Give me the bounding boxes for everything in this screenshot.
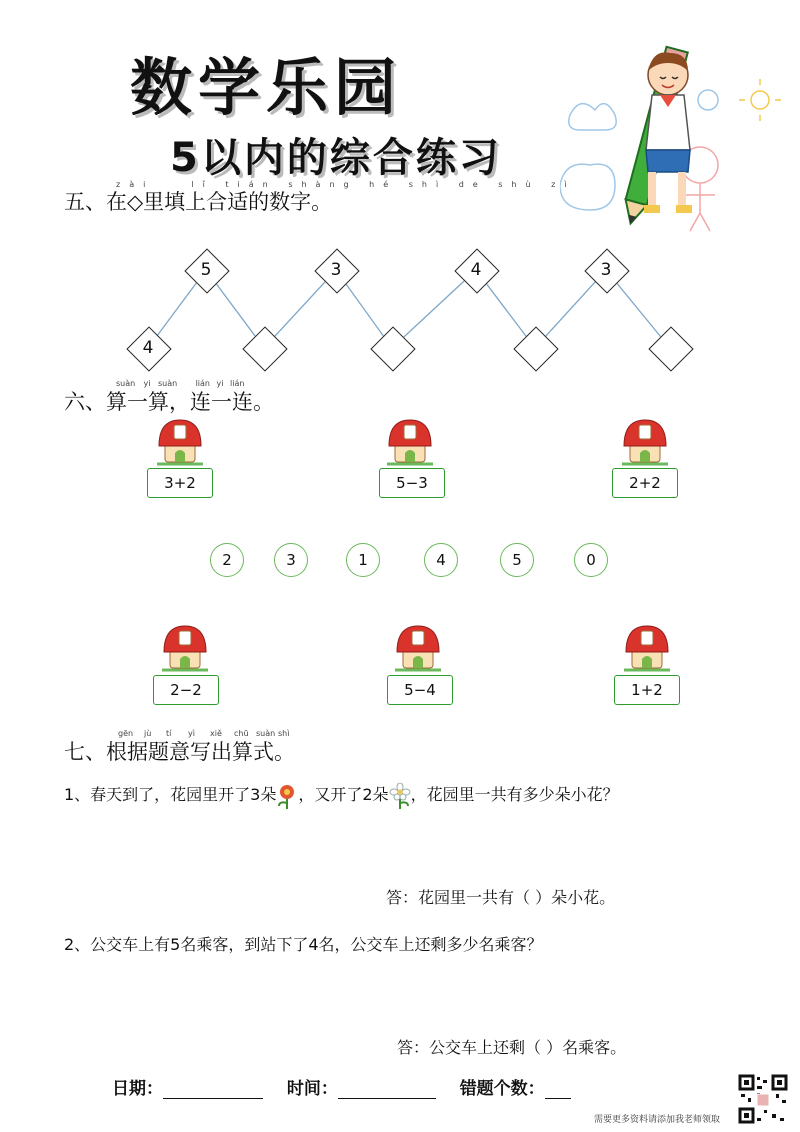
diamond-number: 3	[330, 260, 342, 280]
question-1-text: ，花园里一共有多少朵小花？	[410, 785, 619, 804]
page-subtitle: 5以内的综合练习	[170, 135, 502, 181]
number-circle[interactable]: 4	[424, 543, 458, 577]
expression-card[interactable]: 3+2	[147, 468, 213, 498]
mushroom-house-icon	[622, 624, 672, 674]
question-1-answer: 答：花园里一共有（ ）朵小花。	[386, 888, 616, 907]
pinyin: chū	[234, 729, 249, 738]
diamond-number: 5	[200, 260, 212, 280]
mushroom-house-icon	[385, 418, 435, 468]
diamond-number: 3	[600, 260, 612, 280]
diamond-number: 4	[470, 260, 482, 280]
footer-note: 需要更多资料请添加我老师领取	[594, 1115, 721, 1125]
pinyin: zài	[116, 180, 155, 189]
section-6-heading	[64, 386, 274, 416]
expression-card[interactable]: 5−4	[387, 675, 453, 705]
pinyin: tí	[166, 729, 172, 738]
section-6-label: 六、算一算，连一连。	[64, 390, 274, 414]
pinyin: yi	[216, 379, 224, 388]
section-5-label: 五、在◇里填上合适的数字。	[64, 190, 333, 214]
pinyin: jù	[144, 729, 152, 738]
qr-code-icon	[738, 1074, 788, 1124]
pinyin: xiě	[210, 729, 222, 738]
page-title: 数学乐园	[130, 51, 403, 124]
pinyin: lǐ	[191, 180, 214, 189]
expression-card[interactable]: 2−2	[153, 675, 219, 705]
number-circle[interactable]: 1	[346, 543, 380, 577]
diamond-number: 4	[142, 338, 154, 358]
question-2-answer: 答：公交车上还剩（ ）名乘客。	[397, 1038, 627, 1057]
section-7-pinyin	[118, 729, 300, 738]
pinyin: hé	[369, 180, 398, 189]
red-flower-icon	[276, 783, 298, 809]
mushroom-house-icon	[155, 418, 205, 468]
footer-info	[112, 1074, 571, 1099]
date-label: 日期：	[112, 1079, 163, 1099]
question-1	[64, 782, 619, 809]
pinyin: zì	[551, 180, 576, 189]
section-7-label: 七、根据题意写出算式。	[64, 740, 295, 764]
pinyin: shàng	[288, 180, 358, 189]
number-circle[interactable]: 2	[210, 543, 244, 577]
pinyin: lián	[230, 379, 245, 388]
date-field[interactable]	[163, 1080, 263, 1099]
number-circle[interactable]: 3	[274, 543, 308, 577]
pinyin: lián	[195, 379, 210, 388]
mushroom-house-icon	[160, 624, 210, 674]
mushroom-house-icon	[393, 624, 443, 674]
question-1-text: 1、春天到了，花园里开了3朵	[64, 785, 277, 804]
pinyin: shù	[498, 180, 540, 189]
expression-card[interactable]: 1+2	[614, 675, 680, 705]
pinyin: yì	[188, 729, 195, 738]
pinyin: suàn	[158, 379, 178, 388]
time-label: 时间：	[286, 1079, 338, 1099]
section-6-pinyin	[116, 379, 250, 388]
question-2: 2、公交车上有5名乘客，到站下了4名，公交车上还剩多少名乘客？	[64, 935, 543, 954]
white-flower-icon	[389, 783, 411, 809]
number-circle[interactable]: 5	[500, 543, 534, 577]
number-circle[interactable]: 0	[574, 543, 608, 577]
pinyin: tián	[225, 180, 277, 189]
time-field[interactable]	[338, 1080, 436, 1099]
pinyin: suàn	[116, 379, 136, 388]
pinyin: suàn	[256, 729, 276, 738]
pinyin: de	[458, 180, 487, 189]
errors-field[interactable]	[545, 1080, 571, 1099]
section-7-heading	[64, 736, 295, 766]
errors-label: 错题个数：	[459, 1079, 545, 1099]
pinyin: shì	[278, 729, 290, 738]
expression-card[interactable]: 5−3	[379, 468, 445, 498]
mushroom-house-icon	[620, 418, 670, 468]
pinyin: gēn	[118, 729, 134, 738]
question-1-text: ，又开了2朵	[298, 785, 389, 804]
pinyin: shì	[408, 180, 448, 189]
expression-card[interactable]: 2+2	[612, 468, 678, 498]
pinyin: yi	[143, 379, 151, 388]
